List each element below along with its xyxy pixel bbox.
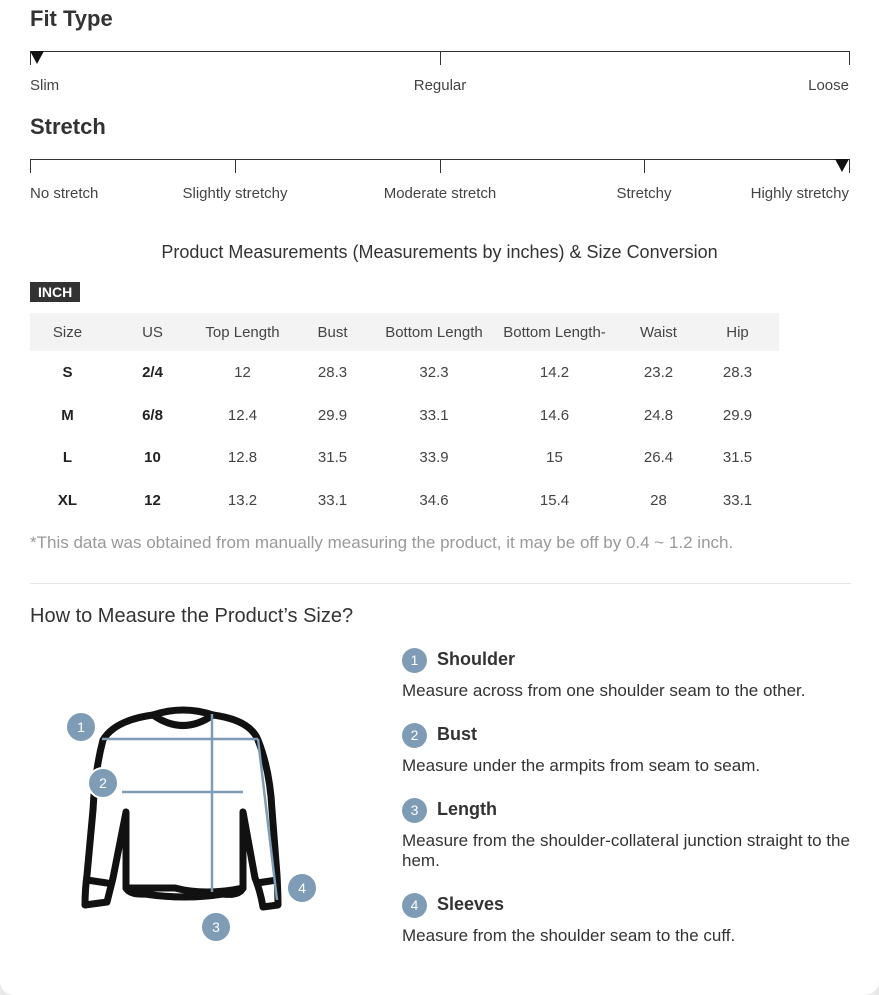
marker-4-icon bbox=[287, 873, 317, 903]
marker-3-icon bbox=[201, 912, 231, 942]
measurements-title: Product Measurements (Measurements by inches) & Size Conversion bbox=[161, 242, 718, 262]
table-cell: 12 bbox=[144, 491, 161, 509]
col-header: Hip bbox=[696, 313, 779, 351]
table-cell: 15 bbox=[546, 449, 563, 467]
measurements-table bbox=[30, 313, 779, 522]
table-cell: 34.6 bbox=[419, 491, 449, 509]
marker-1-icon bbox=[66, 712, 96, 742]
stretch-label-stretchy: Stretchy bbox=[616, 185, 672, 202]
table-cell: 31.5 bbox=[317, 449, 348, 467]
table-cell: L bbox=[62, 449, 73, 467]
step-title: Bust bbox=[437, 724, 477, 744]
table-cell: XL bbox=[57, 491, 78, 509]
step-description: Measure under the armpits from seam to seam. bbox=[402, 756, 761, 775]
marker-2-icon bbox=[88, 768, 118, 798]
table-cell: 12.8 bbox=[227, 449, 258, 467]
table-cell: 6/8 bbox=[142, 406, 163, 424]
step-description: Measure from the shoulder-collateral junction straight to the hem. bbox=[402, 831, 850, 870]
col-header: Waist bbox=[621, 313, 696, 351]
table-cell: 29.9 bbox=[722, 406, 753, 424]
col-header: Bust bbox=[285, 313, 380, 351]
col-header: Size bbox=[30, 313, 105, 351]
table-cell: 33.1 bbox=[317, 491, 348, 509]
table-cell: 15.4 bbox=[539, 491, 570, 509]
svg-text:4: 4 bbox=[298, 880, 306, 896]
col-header: Top Length bbox=[200, 313, 285, 351]
table-row bbox=[30, 351, 779, 394]
table-cell: 33.1 bbox=[722, 491, 753, 509]
table-cell: 12 bbox=[234, 363, 251, 381]
table-cell: 32.3 bbox=[419, 363, 449, 381]
fit-label-slim: Slim bbox=[30, 77, 60, 94]
svg-text:3: 3 bbox=[212, 919, 220, 935]
step-number: 2 bbox=[402, 723, 427, 748]
table-cell: 26.4 bbox=[643, 449, 674, 467]
col-header: Bottom Length bbox=[380, 313, 488, 351]
table-row bbox=[30, 436, 779, 479]
table-cell: 28.3 bbox=[722, 363, 753, 381]
table-cell: 2/4 bbox=[142, 363, 163, 381]
table-cell: 28 bbox=[650, 491, 667, 509]
table-cell: 28.3 bbox=[317, 363, 348, 381]
step-title: Shoulder bbox=[437, 649, 516, 669]
stretch-marker bbox=[835, 159, 849, 172]
step-title: Length bbox=[437, 799, 497, 819]
stretch-label-slight: Slightly stretchy bbox=[182, 185, 288, 202]
table-cell: 24.8 bbox=[643, 406, 674, 424]
stretch-scale bbox=[30, 159, 850, 175]
step-number: 1 bbox=[402, 648, 427, 673]
svg-text:2: 2 bbox=[99, 775, 107, 791]
table-cell: 10 bbox=[144, 449, 161, 467]
table-cell: 33.9 bbox=[419, 449, 449, 467]
table-cell: 31.5 bbox=[722, 449, 753, 467]
table-row bbox=[30, 479, 779, 522]
table-cell: 29.9 bbox=[317, 406, 348, 424]
step-description: Measure across from one shoulder seam to the other. bbox=[402, 681, 806, 700]
table-cell: 33.1 bbox=[419, 406, 449, 424]
table-cell: 23.2 bbox=[643, 363, 674, 381]
table-row bbox=[30, 394, 779, 437]
step-description: Measure from the shoulder seam to the cuff. bbox=[402, 926, 736, 945]
unit-badge: INCH bbox=[30, 282, 80, 302]
fit-label-loose: Loose bbox=[808, 77, 849, 94]
section-divider bbox=[30, 583, 851, 584]
stretch-label-moderate: Moderate stretch bbox=[383, 185, 497, 202]
fit-type-marker bbox=[30, 51, 44, 64]
stretch-label-high: Highly stretchy bbox=[750, 185, 849, 202]
step-title: Sleeves bbox=[437, 894, 505, 914]
table-cell: 14.2 bbox=[539, 363, 570, 381]
fit-label-regular: Regular bbox=[413, 77, 467, 94]
col-header: US bbox=[105, 313, 200, 351]
col-header: Bottom Length- bbox=[488, 313, 621, 351]
fit-type-title: Fit Type bbox=[30, 6, 113, 31]
fit-type-scale bbox=[30, 51, 850, 67]
sweater-diagram bbox=[55, 700, 330, 950]
table-cell: 14.6 bbox=[539, 406, 570, 424]
how-to-measure-title: How to Measure the Product’s Size? bbox=[30, 605, 354, 627]
table-cell: M bbox=[61, 406, 74, 424]
table-header-row bbox=[30, 313, 779, 351]
stretch-title: Stretch bbox=[30, 114, 106, 139]
measurement-note: *This data was obtained from manually measuring the product, it may be off by 0.4 ~ 1.2 inch. bbox=[30, 533, 734, 552]
table-cell: 12.4 bbox=[227, 406, 258, 424]
stretch-label-none: No stretch bbox=[30, 185, 99, 202]
svg-text:1: 1 bbox=[77, 719, 85, 735]
table-cell: S bbox=[62, 363, 73, 381]
step-number: 3 bbox=[402, 798, 427, 823]
step-number: 4 bbox=[402, 893, 427, 918]
table-cell: 13.2 bbox=[227, 491, 258, 509]
